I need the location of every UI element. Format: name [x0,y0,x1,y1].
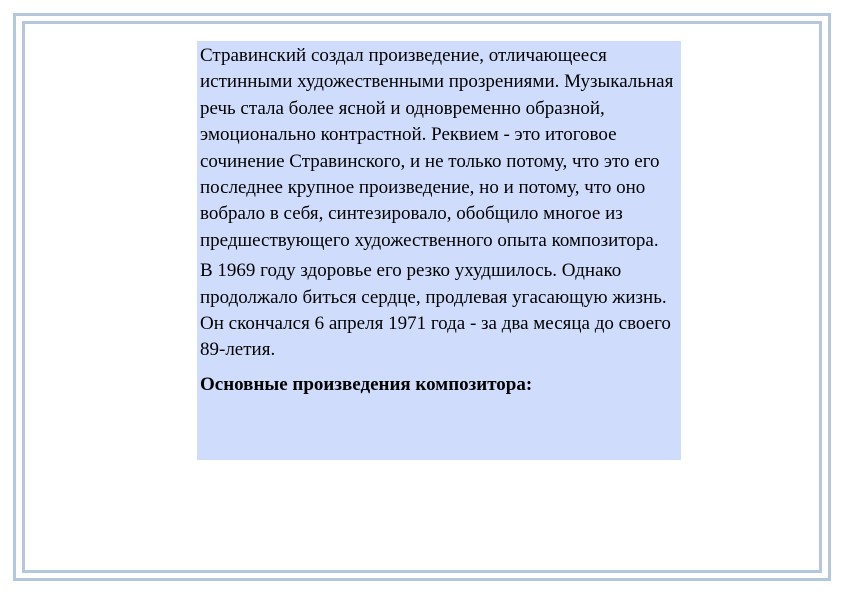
works-heading: Основные произведения композитора: [200,373,533,395]
paragraph-2: В 1969 году здоровье его резко ухудшилось. Однако продолжало биться сердце, продлевая угасающую жизнь. Он скончался 6 апреля 1971 года - за два месяца до своего 89-летия. [200,260,671,361]
text-box [197,41,681,460]
paragraph-1: Стравинский создал произведение, отличающееся истинными художественными прозрениями. Музыкальная речь стала более ясной и одновременно образной, эмоционально контрастной. Реквием - это итоговое сочинение Стравинского, и не только потому, что это его последнее крупное произведение, но и потому, что оно вобрало в себя, синтезировало, обобщило многое из предшествующего художественного опыта композитора. [200,45,674,251]
